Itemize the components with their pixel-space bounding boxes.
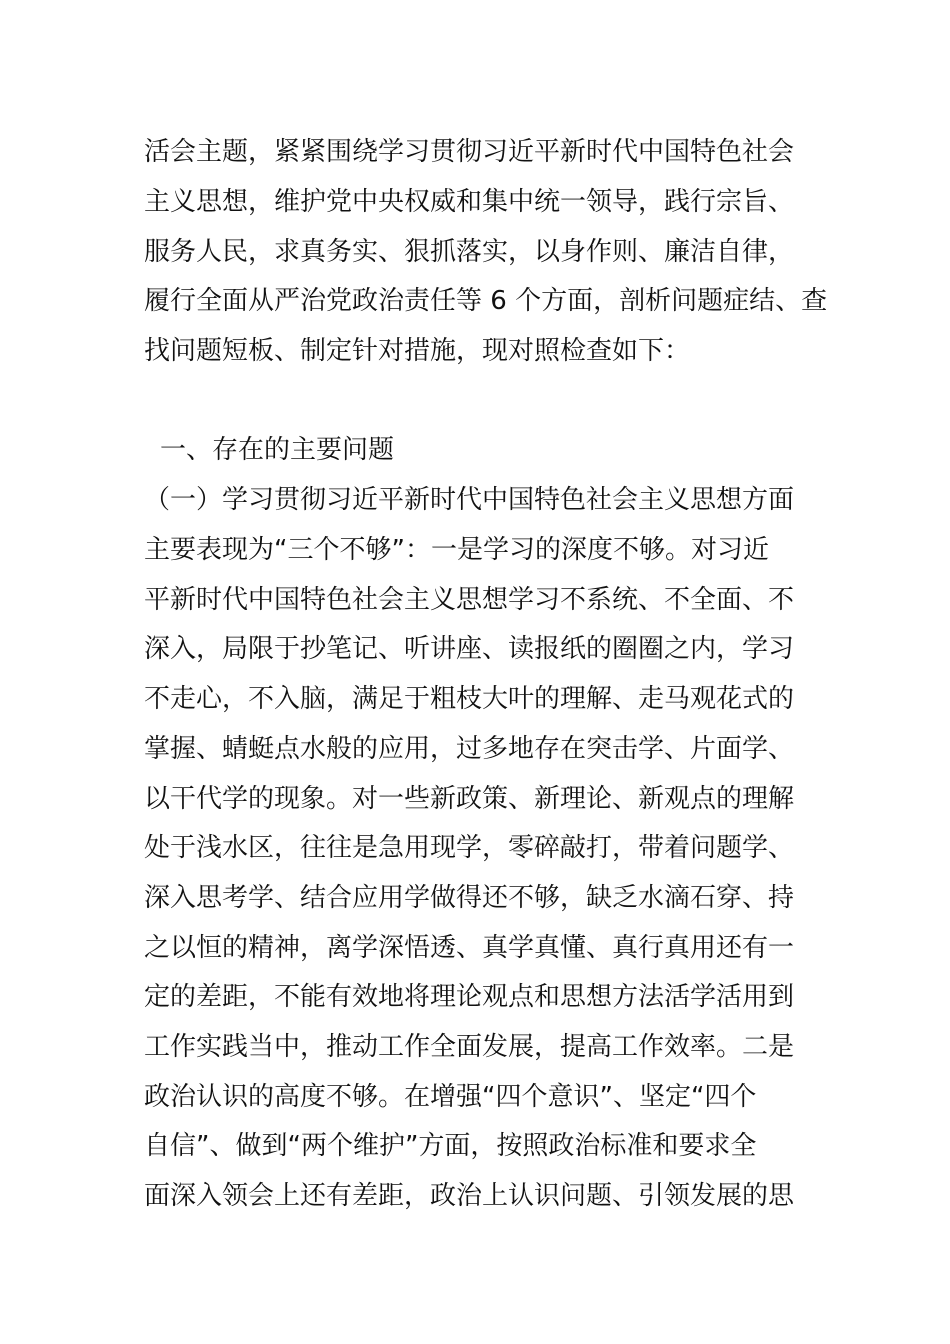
body-line: 以干代学的现象。对一些新政策、新理论、新观点的理解 [144,784,795,814]
intro-line: 找问题短板、制定针对措施，现对照检查如下： [144,336,691,366]
body-line: 深入，局限于抄笔记、听讲座、读报纸的圈圈之内，学习 [144,634,795,664]
section-heading: 一、存在的主要问题 [160,435,395,465]
intro-line: 服务人民，求真务实、狠抓落实，以身作则、廉洁自律， [144,237,795,267]
body-line: （一）学习贯彻习近平新时代中国特色社会主义思想方面 [144,485,795,515]
body-line: 面深入领会上还有差距，政治上认识问题、引领发展的思 [144,1181,795,1211]
body-line: 平新时代中国特色社会主义思想学习不系统、不全面、不 [144,585,795,615]
body-line: 处于浅水区，往往是急用现学，零碎敲打，带着问题学、 [144,833,795,863]
intro-line: 主义思想，维护党中央权威和集中统一领导，践行宗旨、 [144,187,795,217]
body-line: 不走心，不入脑，满足于粗枝大叶的理解、走马观花式的 [144,684,795,714]
body-line: 政治认识的高度不够。在增强“四个意识”、坚定“四个 [144,1082,757,1112]
body-line: 之以恒的精神，离学深悟透、真学真懂、真行真用还有一 [144,933,795,963]
body-line: 掌握、蜻蜓点水般的应用，过多地存在突击学、片面学、 [144,734,795,764]
body-line: 深入思考学、结合应用学做得还不够，缺乏水滴石穿、持 [144,883,795,913]
intro-line: 履行全面从严治党政治责任等 6 个方面，剖析问题症结、查 [144,286,828,316]
body-line: 定的差距，不能有效地将理论观点和思想方法活学活用到 [144,982,795,1012]
body-line: 工作实践当中，推动工作全面发展，提高工作效率。二是 [144,1032,795,1062]
body-line: 自信”、做到“两个维护”方面，按照政治标准和要求全 [144,1131,757,1161]
body-line: 主要表现为“三个不够”：一是学习的深度不够。对习近 [144,535,769,565]
intro-line: 活会主题，紧紧围绕学习贯彻习近平新时代中国特色社会 [144,137,795,167]
